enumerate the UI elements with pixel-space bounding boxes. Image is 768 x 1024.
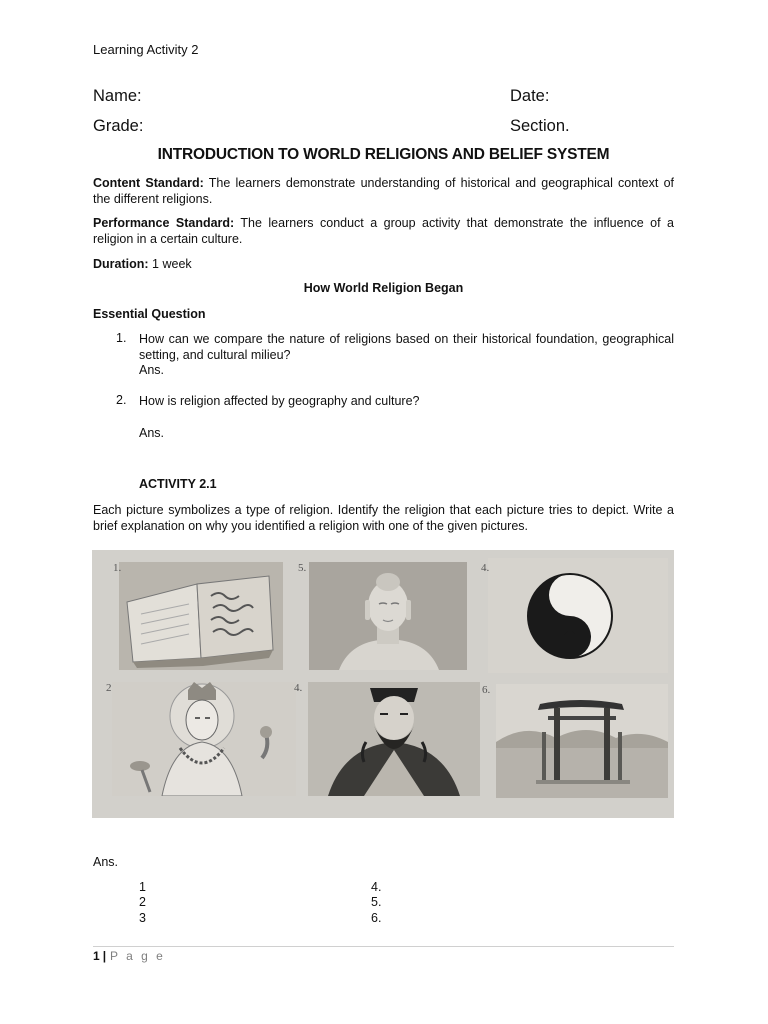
- document-header: Learning Activity 2: [93, 42, 199, 57]
- content-standard: [93, 175, 674, 207]
- name-field-label: Name:: [93, 87, 142, 105]
- buddha-statue-icon: [309, 562, 467, 670]
- answers-label: Ans.: [93, 855, 119, 869]
- question-number-2: 2.: [116, 393, 127, 407]
- question-text-2: How is religion affected by geography and culture?: [139, 394, 420, 408]
- picture-number-6: 6.: [482, 684, 491, 696]
- question-text-1: How can we compare the nature of religions based on their historical foundation, geographical setting, and cultural milieu?: [139, 332, 674, 362]
- picture-panel-4: [308, 682, 480, 796]
- page-title: INTRODUCTION TO WORLD RELIGIONS AND BELIEF SYSTEM: [157, 146, 610, 163]
- page-number: 1: [93, 949, 100, 963]
- section-field-label: Section.: [510, 117, 570, 135]
- picture-number-5: 4.: [481, 562, 490, 574]
- duration-label: Duration:: [93, 257, 149, 271]
- picture-panel-3: [309, 562, 467, 670]
- page-separator: |: [102, 949, 107, 963]
- performance-standard-label: Performance Standard:: [93, 216, 235, 230]
- content-standard-label: Content Standard:: [93, 176, 204, 190]
- picture-panel-5: [488, 558, 668, 673]
- performance-standard-text: The learners conduct a group activity that demonstrate the influence of a religion in a certain culture.: [93, 216, 674, 246]
- picture-number-2: 2: [106, 682, 112, 694]
- hindu-deity-icon: [112, 682, 296, 796]
- footer-divider: [93, 946, 674, 947]
- grade-field-label: Grade:: [93, 117, 144, 135]
- content-standard-text: The learners demonstrate understanding of historical and geographical context of the different religions.: [93, 176, 674, 206]
- answer-2: 2: [139, 895, 146, 909]
- picture-panel-2: [112, 682, 296, 796]
- page-word: P a g e: [110, 949, 166, 963]
- performance-standard: [93, 215, 674, 247]
- open-book-icon: [119, 562, 283, 670]
- answer-label-2: Ans.: [139, 426, 165, 440]
- yin-yang-icon: [488, 558, 668, 673]
- question-number-1: 1.: [116, 331, 127, 345]
- activity-instructions: Each picture symbolizes a type of religion. Identify the religion that each picture tries to depict. Write a brief explanation on why you identified a religion with one of the given pictures.: [93, 503, 674, 533]
- answer-5: 5.: [371, 895, 382, 909]
- answer-3: 3: [139, 911, 146, 925]
- duration: [93, 256, 674, 272]
- page-footer: [93, 949, 165, 963]
- religions-picture-grid: [92, 550, 674, 818]
- picture-panel-6: [496, 684, 668, 798]
- activity-heading: ACTIVITY 2.1: [139, 477, 217, 491]
- confucius-icon: [308, 682, 480, 796]
- picture-number-4: 4.: [294, 682, 303, 694]
- torii-gate-icon: [496, 684, 668, 798]
- section-heading: How World Religion Began: [303, 281, 464, 295]
- answer-1: 1: [139, 880, 146, 894]
- date-field-label: Date:: [510, 87, 550, 105]
- essential-question-heading: Essential Question: [93, 307, 206, 321]
- answer-label-1: Ans.: [139, 363, 165, 377]
- duration-value: 1 week: [152, 257, 192, 271]
- answer-4: 4.: [371, 880, 382, 894]
- picture-number-1: 1.: [113, 562, 122, 574]
- answer-6: 6.: [371, 911, 382, 925]
- picture-panel-1: [119, 562, 283, 670]
- picture-number-3: 5.: [298, 562, 307, 574]
